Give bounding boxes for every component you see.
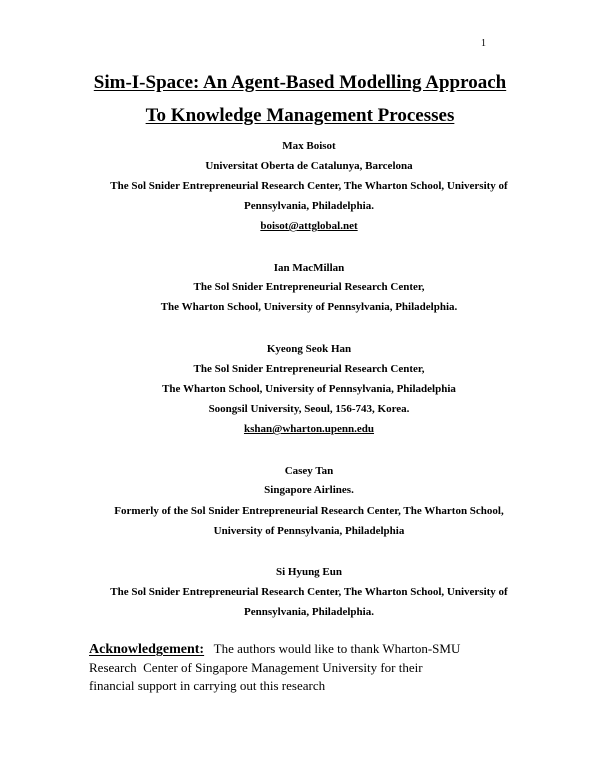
author-name: Max Boisot	[282, 140, 336, 152]
author-affiliation: Pennsylvania, Philadelphia.	[244, 606, 374, 618]
author-email-row	[0, 423, 600, 435]
acknowledgement-text: The authors would like to thank Wharton-SMU	[213, 641, 461, 656]
author-affiliation: Universitat Oberta de Catalunya, Barcelona	[205, 160, 413, 172]
author-affiliation: The Wharton School, University of Pennsylvania, Philadelphia.	[160, 301, 458, 313]
acknowledgement-heading: Acknowledgement:	[89, 642, 205, 657]
paper-title-line-1: Sim-I-Space: An Agent-Based Modelling Approach	[93, 72, 507, 93]
author-affiliation: The Sol Snider Entrepreneurial Research Center, The Wharton School, University of	[110, 180, 508, 192]
author-affiliation: University of Pennsylvania, Philadelphia	[213, 525, 405, 537]
acknowledgement-line	[89, 640, 529, 659]
author-affiliation: Pennsylvania, Philadelphia.	[244, 200, 374, 212]
acknowledgement-line: Research Center of Singapore Management University for their	[89, 660, 423, 675]
author-name: Si Hyung Eun	[275, 566, 343, 578]
author-email-row	[0, 220, 600, 232]
acknowledgement	[89, 640, 529, 695]
author-affiliation: Soongsil University, Seoul, 156-743, Korea.	[208, 403, 410, 415]
author-email-link[interactable]: kshan@wharton.upenn.edu	[243, 423, 375, 435]
author-affiliation: Singapore Airlines.	[264, 484, 354, 496]
author-affiliation: The Sol Snider Entrepreneurial Research Center, The Wharton School, University of	[110, 586, 508, 598]
author-name: Casey Tan	[284, 465, 334, 477]
author-affiliation: The Sol Snider Entrepreneurial Research Center,	[193, 281, 425, 293]
author-email-link[interactable]: boisot@attglobal.net	[260, 220, 358, 232]
paper-title-line-2: To Knowledge Management Processes	[145, 105, 455, 126]
author-affiliation: The Wharton School, University of Pennsylvania, Philadelphia	[162, 383, 456, 395]
author-affiliation: Formerly of the Sol Snider Entrepreneurial Research Center, The Wharton School,	[114, 505, 504, 517]
acknowledgement-line: financial support in carrying out this research	[89, 678, 326, 693]
page-number: 1	[481, 38, 486, 49]
author-affiliation: The Sol Snider Entrepreneurial Research Center,	[193, 363, 425, 375]
author-name: Kyeong Seok Han	[266, 343, 352, 355]
author-name: Ian MacMillan	[273, 262, 345, 274]
